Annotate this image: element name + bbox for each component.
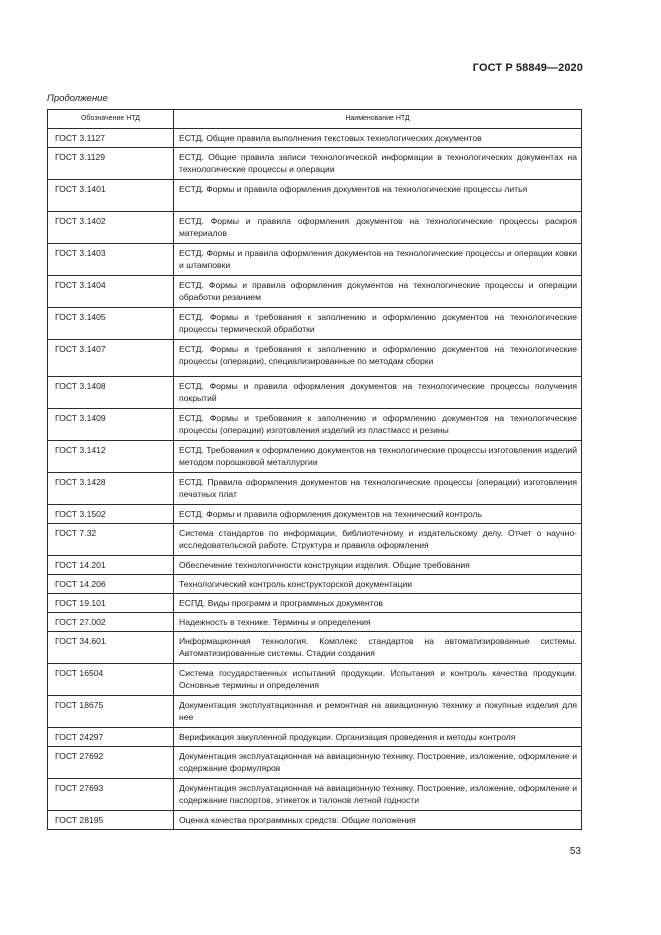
table-row [48, 632, 582, 664]
ntd-code-cell: ГОСТ 3.1407 [48, 340, 174, 377]
table-header-row [48, 110, 582, 129]
table-row [48, 728, 582, 747]
table-row [48, 664, 582, 696]
table-row [48, 212, 582, 244]
ntd-name-cell: ЕСТД. Формы и требования к заполнению и оформлению документов на технологические процессы (операции) изготовления изделий из пластмасс и резины [174, 409, 582, 441]
table-row [48, 441, 582, 473]
ntd-name-cell: Документация эксплуатационная на авиационную технику. Построение, изложение, оформление и содержание формуляров [174, 747, 582, 779]
ntd-code-cell: ГОСТ 3.1404 [48, 276, 174, 308]
ntd-code-cell: ГОСТ 3.1408 [48, 377, 174, 409]
ntd-code-cell: ГОСТ 3.1403 [48, 244, 174, 276]
ntd-code-cell: ГОСТ 18675 [48, 696, 174, 728]
table-row [48, 148, 582, 180]
ntd-name-cell: ЕСТД. Формы и требования к заполнению и оформлению документов на технологические процессы термической обработки [174, 308, 582, 340]
table-row [48, 377, 582, 409]
ntd-name-cell: Обеспечение технологичности конструкции изделия. Общие требования [174, 556, 582, 575]
ntd-name-cell: ЕСТД. Формы и правила оформления документов на технологические процессы раскроя материалов [174, 212, 582, 244]
ntd-code-cell: ГОСТ 16504 [48, 664, 174, 696]
ntd-name-cell: ЕСТД. Формы и правила оформления документов на технологические процессы и операции ковки и штамповки [174, 244, 582, 276]
ntd-name-cell: ЕСТД. Общие правила выполнения текстовых технологических документов [174, 129, 582, 148]
ntd-name-cell: Оценка качества программных средств. Общие положения [174, 811, 582, 830]
ntd-name-cell: ЕСПД. Виды программ и программных документов [174, 594, 582, 613]
ntd-name-cell: ЕСТД. Общие правила записи технологической информации в технологических документах на технологические процессы и операции [174, 148, 582, 180]
table-row [48, 811, 582, 830]
ntd-name-cell: ЕСТД. Формы и правила оформления документов на технический контроль [174, 505, 582, 524]
table-row [48, 696, 582, 728]
table-body [48, 129, 582, 830]
ntd-code-cell: ГОСТ 27693 [48, 779, 174, 811]
ntd-code-cell: ГОСТ 3.1405 [48, 308, 174, 340]
ntd-name-cell: Информационная технология. Комплекс стандартов на автоматизированные системы. Автоматизированные системы. Стадии создания [174, 632, 582, 664]
ntd-code-cell: ГОСТ 3.1127 [48, 129, 174, 148]
ntd-name-cell: Технологический контроль конструкторской документации [174, 575, 582, 594]
ntd-code-cell: ГОСТ 27.002 [48, 613, 174, 632]
table-row [48, 575, 582, 594]
ntd-code-cell: ГОСТ 3.1129 [48, 148, 174, 180]
ntd-name-cell: ЕСТД. Формы и правила оформления документов на технологические процессы литья [174, 180, 582, 212]
ntd-code-cell: ГОСТ 3.1402 [48, 212, 174, 244]
ntd-code-cell: ГОСТ 3.1409 [48, 409, 174, 441]
ntd-code-cell: ГОСТ 19.101 [48, 594, 174, 613]
column-header-name: Наименование НТД [174, 110, 582, 129]
ntd-code-cell: ГОСТ 3.1428 [48, 473, 174, 505]
table-row [48, 594, 582, 613]
table-row [48, 613, 582, 632]
ntd-name-cell: ЕСТД. Формы и требования к заполнению и оформлению документов на технологические процессы (операции), специализированные по методам сборки [174, 340, 582, 377]
ntd-name-cell: ЕСТД. Правила оформления документов на технологические процессы (операции) изготовления печатных плат [174, 473, 582, 505]
ntd-code-cell: ГОСТ 3.1502 [48, 505, 174, 524]
table-row [48, 524, 582, 556]
page-number: 53 [569, 846, 581, 857]
ntd-code-cell: ГОСТ 3.1412 [48, 441, 174, 473]
table-row [48, 276, 582, 308]
continuation-label: Продолжение [47, 93, 108, 104]
table-row [48, 129, 582, 148]
ntd-code-cell: ГОСТ 3.1401 [48, 180, 174, 212]
ntd-name-cell: Надежность в технике. Термины и определения [174, 613, 582, 632]
table-row [48, 556, 582, 575]
table-row [48, 244, 582, 276]
ntd-name-cell: Документация эксплуатационная и ремонтная на авиационную технику и покупные изделия для нее [174, 696, 582, 728]
table-row [48, 308, 582, 340]
table-row [48, 473, 582, 505]
ntd-name-cell: ЕСТД. Формы и правила оформления документов на технологические процессы и операции обработки резанием [174, 276, 582, 308]
ntd-code-cell: ГОСТ 14.206 [48, 575, 174, 594]
ntd-name-cell: Система государственных испытаний продукции. Испытания и контроль качества продукции. Основные термины и определения [174, 664, 582, 696]
ntd-code-cell: ГОСТ 24297 [48, 728, 174, 747]
table-row [48, 779, 582, 811]
table-row [48, 505, 582, 524]
ntd-code-cell: ГОСТ 7.32 [48, 524, 174, 556]
ntd-name-cell: ЕСТД. Формы и правила оформления документов на технологические процессы получения покрытий [174, 377, 582, 409]
ntd-table [47, 109, 582, 830]
ntd-code-cell: ГОСТ 27692 [48, 747, 174, 779]
column-header-code: Обозначение НТД [48, 110, 174, 129]
ntd-name-cell: ЕСТД. Требования к оформлению документов на технологические процессы изготовления изделий методом порошковой металлургии [174, 441, 582, 473]
document-code-header: ГОСТ Р 58849—2020 [472, 62, 583, 74]
ntd-name-cell: Система стандартов по информации, библиотечному и издательскому делу. Отчет о научно-исследовательской работе. Структура и правила оформления [174, 524, 582, 556]
table-row [48, 747, 582, 779]
table-row [48, 340, 582, 377]
ntd-name-cell: Верификация закупленной продукции. Организация проведения и методы контроля [174, 728, 582, 747]
ntd-code-cell: ГОСТ 28195 [48, 811, 174, 830]
ntd-name-cell: Документация эксплуатационная на авиационную технику. Построение, изложение, оформление и содержание паспортов, этикеток и талонов летной годности [174, 779, 582, 811]
ntd-code-cell: ГОСТ 34.601 [48, 632, 174, 664]
table-row [48, 180, 582, 212]
table-row [48, 409, 582, 441]
ntd-code-cell: ГОСТ 14.201 [48, 556, 174, 575]
